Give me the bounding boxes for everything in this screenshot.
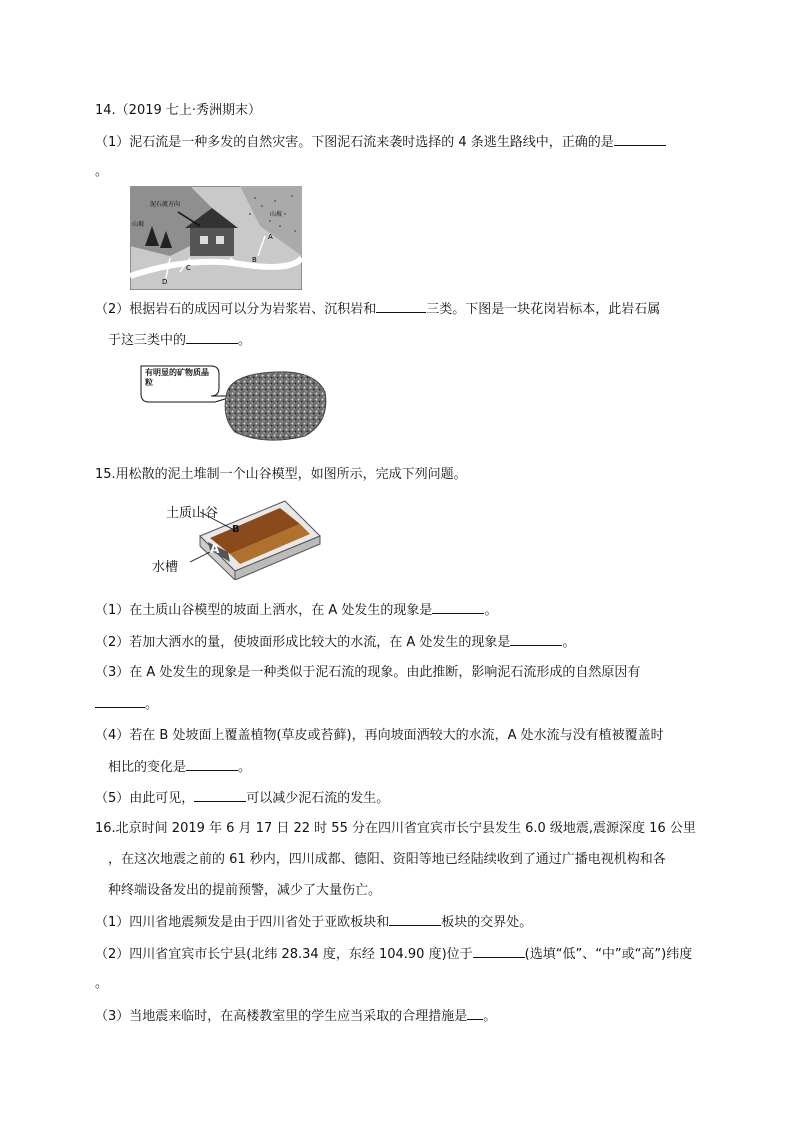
q16-line3: 种终端设备发出的提前预警，减少了大量伤亡。 (108, 883, 382, 898)
answer-blank[interactable] (510, 633, 562, 646)
left-slope-label: 山坡 (132, 221, 145, 228)
answer-blank[interactable] (467, 1007, 483, 1020)
answer-blank[interactable] (376, 300, 426, 313)
q16-s2-end: 。 (95, 976, 109, 991)
q16-s1: （1）四川省地震频发是由于四川省处于亚欧板块和 板块的交界处。 (95, 915, 533, 930)
answer-blank[interactable] (473, 945, 525, 958)
answer-blank[interactable] (432, 601, 484, 614)
tank-label: 水槽 (152, 560, 179, 575)
point-a-label: A (210, 542, 220, 556)
q14-part2: （2）根据岩石的成因可以分为岩浆岩、沉积岩和 三类。下图是一块花岗岩标本，此岩石属 (95, 302, 661, 317)
answer-blank[interactable] (194, 789, 246, 802)
q14-part1: （1）泥石流是一种多发的自然灾害。下图泥石流来袭时选择的 4 条逃生路线中，正确的是 (95, 133, 666, 152)
route-d-label: D (162, 278, 168, 286)
route-c-label: C (186, 264, 191, 272)
valley-label: 土质山谷 (166, 506, 219, 521)
answer-blank[interactable] (389, 913, 441, 926)
q16-s3: （3）当地震来临时，在高楼教室里的学生应当采取的合理措施是 。 (95, 1009, 497, 1024)
right-slope-label: 山坡 (270, 211, 283, 218)
q15-s1: （1）在土质山谷模型的坡面上洒水，在 A 处发生的现象是 。 (95, 603, 498, 618)
q14-header: 14.（2019 七上·秀洲期末） (95, 103, 262, 118)
q15-s4: （4）若在 B 处坡面上覆盖植物(草皮或苔藓)，再向坡面洒较大的水流，A 处水流与没有植被覆盖时 (95, 728, 664, 743)
q15-s2: （2）若加大洒水的量，使坡面形成比较大的水流，在 A 处发生的现象是 。 (95, 635, 576, 650)
mudflow-escape-figure (130, 186, 302, 290)
arrow-label: 泥石流方向 (150, 201, 181, 208)
answer-blank[interactable] (95, 695, 145, 708)
q16-s2: （2）四川省宜宾市长宁县(北纬 28.34 度，东经 104.90 度)位于 (选填“低”、“中”或“高”)纬度 (95, 947, 693, 962)
q15-s5: （5）由此可见， 可以减少泥石流的发生。 (95, 791, 390, 806)
granite-figure (135, 362, 335, 446)
q16-line2: ，在这次地震之前的 61 秒内，四川成都、德阳、资阳等地已经陆续收到了通过广播电视机构和各 (108, 852, 666, 867)
valley-model-figure (152, 496, 325, 580)
q15-s3: （3）在 A 处发生的现象是一种类似于泥石流的现象。由此推断，影响泥石流形成的自然原因有 (95, 665, 641, 680)
q15-s4-cont: 相比的变化是 。 (108, 760, 252, 775)
answer-blank[interactable] (186, 758, 238, 771)
q14-part1-end: 。 (95, 164, 109, 179)
q16-line1: 16.北京时间 2019 年 6 月 17 日 22 时 55 分在四川省宜宾市长宁县发生 6.0 级地震,震源深度 16 公里 (95, 821, 696, 836)
route-a-label: A (268, 233, 273, 241)
route-b-label: B (252, 256, 257, 264)
q15-intro: 15.用松散的泥土堆制一个山谷模型，如图所示，完成下列问题。 (95, 467, 467, 482)
answer-blank[interactable] (614, 133, 666, 146)
granite-callout: 有明显的矿物质晶粒 (145, 368, 209, 387)
answer-blank[interactable] (186, 331, 238, 344)
q15-s3-cont: 。 (95, 695, 158, 714)
q14-part2-cont: 于这三类中的 。 (108, 333, 252, 348)
point-b-label: B (232, 524, 240, 535)
